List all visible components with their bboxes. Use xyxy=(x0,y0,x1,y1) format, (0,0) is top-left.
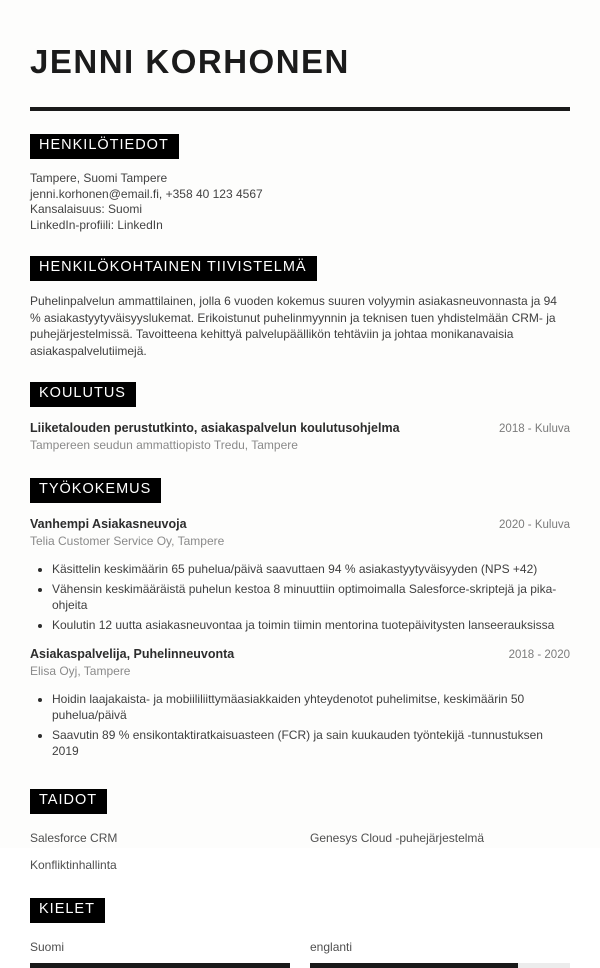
education-entry xyxy=(30,421,570,452)
language-level-bar xyxy=(30,963,290,968)
experience-role: Vanhempi Asiakasneuvoja xyxy=(30,517,187,532)
education-dates: 2018 - Kuluva xyxy=(499,423,570,436)
experience-bullet: • Vähensin keskimääräistä puhelun kestoa 8 minuuttiin optimoimalla Salesforce-skriptejä ja pika-ohjeita xyxy=(52,581,570,613)
language-level-bar xyxy=(310,963,518,968)
language-label: Suomi xyxy=(30,939,65,954)
experience-bullet: • Saavutin 89 % ensikontaktiratkaisuasteen (FCR) ja sain kuukauden työntekijä -tunnustuksen 2019 xyxy=(52,727,570,759)
language-level-track xyxy=(30,963,290,968)
experience-entry xyxy=(30,647,570,759)
languages-grid xyxy=(30,940,570,968)
section-heading-summary: HENKILÖKOHTAINEN TIIVISTELMÄ xyxy=(30,256,317,281)
experience-bullet: • Hoidin laajakaista- ja mobiililiittymäasiakkaiden yhteydenotot puhelimitse, keskimäärin 50 puhelua/päivä xyxy=(52,691,570,723)
experience-company: Elisa Oyj, Tampere xyxy=(30,664,131,679)
section-heading-skills: TAIDOT xyxy=(30,789,107,814)
contact-line-linkedin: LinkedIn-profiili: LinkedIn xyxy=(30,217,163,232)
experience-company: Telia Customer Service Oy, Tampere xyxy=(30,534,225,549)
language-label: englanti xyxy=(310,939,353,954)
section-heading-experience: TYÖKOKEMUS xyxy=(30,478,161,503)
language-level-track xyxy=(310,963,570,968)
skill-item: Genesys Cloud -puhejärjestelmä xyxy=(310,830,485,845)
skills-grid xyxy=(30,831,570,872)
experience-bullet-list xyxy=(30,691,570,759)
experience-role: Asiakaspalvelija, Puhelinneuvonta xyxy=(30,647,235,662)
experience-dates: 2018 - 2020 xyxy=(508,649,570,662)
section-heading-education: KOULUTUS xyxy=(30,382,136,407)
experience-bullet: • Koulutin 12 uutta asiakasneuvontaa ja toimin tiimin mentorina tuotepäivitysten lanseerauksissa xyxy=(52,617,570,633)
contact-line-location: Tampere, Suomi Tampere xyxy=(30,171,168,186)
experience-bullet-list xyxy=(30,561,570,633)
summary-text: Puhelinpalvelun ammattilainen, jolla 6 vuoden kokemus suuren volyymin asiakasneuvonnasta ja 94 % asiakastyytyväisyyslukemat. Erikoistunut puhelinmyynnin ja teknisen tuen yhdistelmään CRM- ja puhejärjestelmissä. Tavoitteena kehittyä palvelupäällikön tehtäviin ja johtaa monikanavaisia asiakaspalvelutiimejä. xyxy=(30,294,557,358)
experience-entry xyxy=(30,517,570,633)
education-degree: Liiketalouden perustutkinto, asiakaspalvelun koulutusohjelma xyxy=(30,421,400,436)
language-item xyxy=(30,940,290,968)
language-item xyxy=(310,940,570,968)
contact-line-email-phone: jenni.korhonen@email.fi, +358 40 123 4567 xyxy=(30,186,263,201)
section-heading-languages: KIELET xyxy=(30,898,105,923)
contact-line-nationality: Kansalaisuus: Suomi xyxy=(30,202,143,217)
skill-item: Salesforce CRM xyxy=(30,830,118,845)
experience-bullet: • Käsittelin keskimäärin 65 puhelua/päivä saavuttaen 94 % asiakastyytyväisyyden (NPS +42) xyxy=(52,561,570,577)
experience-dates: 2020 - Kuluva xyxy=(499,519,570,532)
education-institution: Tampereen seudun ammattiopisto Tredu, Tampere xyxy=(30,438,298,453)
page-title: JENNI KORHONEN xyxy=(30,43,350,80)
section-heading-personal: HENKILÖTIEDOT xyxy=(30,134,179,159)
skill-item: Konfliktinhallinta xyxy=(30,857,117,872)
contact-block xyxy=(30,171,570,233)
